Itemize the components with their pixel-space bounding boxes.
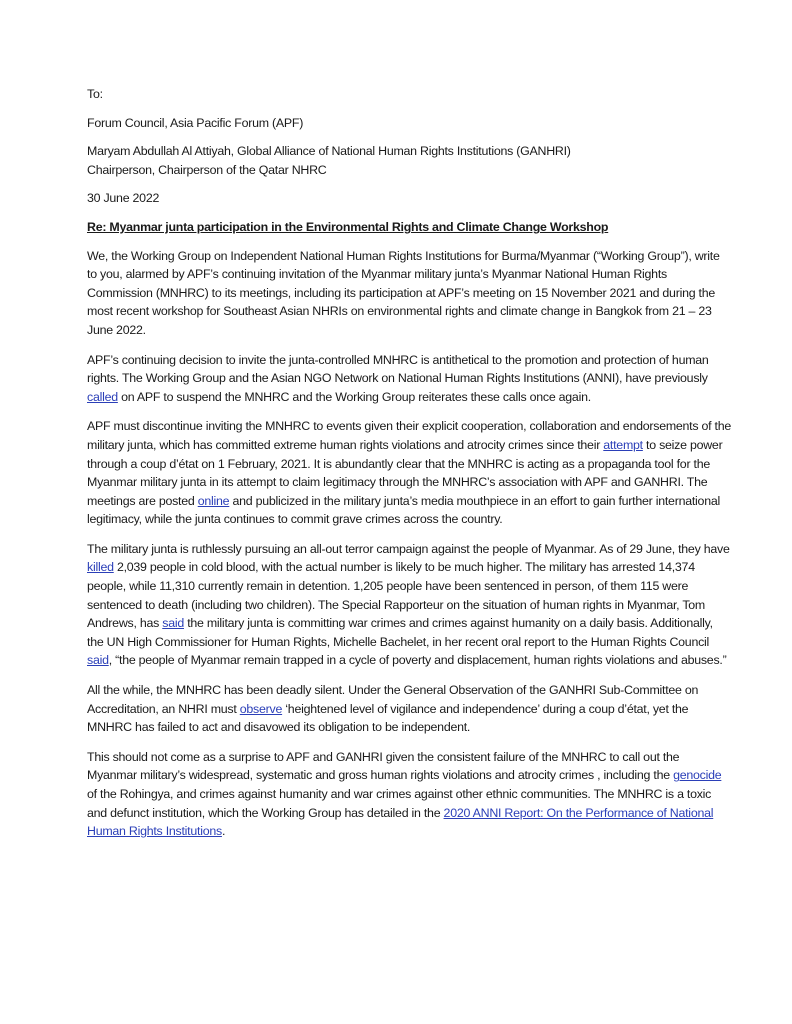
link-online[interactable]: online bbox=[197, 493, 230, 508]
letter-date: 30 June 2022 bbox=[87, 191, 160, 206]
text-span: , “the people of Myanmar remain trapped in a cycle of poverty and displacement, human rights violations and abuses.” bbox=[108, 653, 727, 668]
text-span: of the Rohingya, and crimes against humanity and war crimes against other ethnic communities. The MNHRC is a toxic and defunct institution, which the Working Group has detailed in the bbox=[87, 787, 712, 820]
text-span: All the while, the MNHRC has been deadly silent. Under the General Observation of the GANHRI Sub-Committee on Accreditation, an NHRI must bbox=[87, 683, 699, 716]
link-observe[interactable]: observe bbox=[239, 701, 283, 716]
link-called[interactable]: called bbox=[87, 389, 118, 404]
text-span: and publicized in the military junta’s media mouthpiece in an effort to gain further international legitimacy, while the junta continues to commit grave crimes across the country. bbox=[87, 493, 720, 527]
text-span: the military junta is committing war crimes and crimes against humanity on a daily basis. Additionally, the UN High Commissioner for Human Rights, Michelle Bachelet, in her recent oral report to the Human Rights Council bbox=[87, 616, 713, 649]
paragraph-terror-campaign bbox=[87, 540, 732, 670]
link-attempt[interactable]: attempt bbox=[603, 437, 643, 452]
text-span: This should not come as a surprise to APF and GANHRI given the consistent failure of the MNHRC to call out the Myanmar military’s widespread, systematic and gross human rights violations and atrocity crimes , including the bbox=[87, 749, 680, 783]
link-said-rapporteur[interactable]: said bbox=[162, 616, 184, 631]
text-span: APF must discontinue inviting the MNHRC to events given their explicit cooperation, collaboration and endorsements of the military junta, which has committed extreme human rights violations and atrocity crimes since their bbox=[87, 419, 732, 452]
recipient-ganhri bbox=[87, 142, 732, 179]
paragraph-discontinue bbox=[87, 417, 732, 529]
to-label: To: bbox=[87, 87, 103, 101]
paragraph-no-surprise bbox=[87, 748, 732, 841]
text-span: to seize power through a coup d’état on 1 February, 2021. It is abundantly clear that the MNHRC is acting as a propaganda tool for the Myanmar military junta in its attempt to claim legitimacy through the MNHRC’s association with APF and GANHRI. The meetings are posted bbox=[87, 437, 723, 508]
paragraph-deadly-silent bbox=[87, 681, 732, 737]
recipient-ganhri-line1: Maryam Abdullah Al Attiyah, Global Alliance of National Human Rights Institutions (GANHRI) bbox=[87, 144, 571, 159]
subject-line: Re: Myanmar junta participation in the Environmental Rights and Climate Change Workshop bbox=[87, 219, 609, 234]
text-span: . bbox=[221, 824, 226, 839]
text-span: 2,039 people in cold blood, with the actual number is likely to be much higher. The military has arrested 14,374 people, while 11,310 currently remain in detention. 1,205 people have been sentenced in person, of them 115 were sentenced to death (including two children). The Special Rapporteur on the situation of human rights in Myanmar, Tom Andrews, has bbox=[87, 560, 705, 631]
text-span: APF’s continuing decision to invite the junta-controlled MNHRC is antithetical to the promotion and protection of human rights. The Working Group and the Asian NGO Network on National Human Rights Institutions (ANNI), have previously bbox=[87, 352, 709, 386]
text-span: on APF to suspend the MNHRC and the Working Group reiterates these calls once again. bbox=[117, 389, 591, 404]
paragraph-continuing-decision bbox=[87, 351, 732, 407]
recipient-ganhri-line2: Chairperson, Chairperson of the Qatar NHRC bbox=[87, 162, 327, 177]
link-anni-report[interactable]: 2020 ANNI Report: On the Performance of National Human Rights Institutions bbox=[87, 805, 714, 839]
paragraph-intro: We, the Working Group on Independent National Human Rights Institutions for Burma/Myanmar (“Working Group”), write to you, alarmed by APF’s continuing invitation of the Myanmar military junta’s Myanmar National Human Rights Commission (MNHRC) to its meetings, including its participation at APF’s meeting on 15 November 2021 and during the most recent workshop for Southeast Asian NHRIs on environmental rights and climate change in Bangkok from 21 – 23 June 2022. bbox=[87, 248, 720, 337]
recipient-apf: Forum Council, Asia Pacific Forum (APF) bbox=[87, 115, 304, 130]
link-killed[interactable]: killed bbox=[87, 560, 114, 575]
text-span: The military junta is ruthlessly pursuing an all-out terror campaign against the people of Myanmar. As of 29 June, they have bbox=[87, 541, 730, 556]
link-genocide[interactable]: genocide bbox=[673, 768, 722, 783]
link-said-bachelet[interactable]: said bbox=[87, 653, 109, 668]
text-span: ‘heightened level of vigilance and independence’ during a coup d’état, yet the MNHRC has failed to act and disavowed its obligation to be independent. bbox=[87, 701, 689, 735]
